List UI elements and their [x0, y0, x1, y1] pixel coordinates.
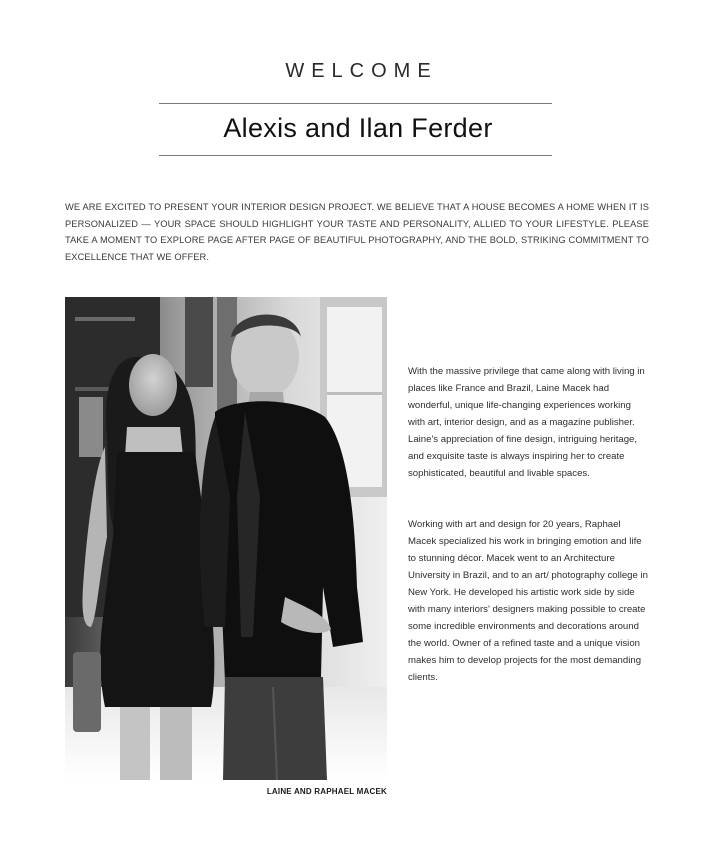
bio-paragraph-raphael: Working with art and design for 20 years, Raphael Macek specialized his work in bringing emotion and life to stunning décor. Macek went to an Architecture University in Brazil, and to an art/ photography college in New York. He developed his artistic work side by side with many interiors' designers making possible to create some incredible environments and decorations around the world. Owner of a refined taste and a unique vision makes him to develop projects for the most demanding clients. [408, 519, 648, 683]
bio-paragraph-laine: With the massive privilege that came along with living in places like France and Brazil, Laine Macek had wonderful, unique life-changing experiences working with art, interior design, and as a magazine publisher. Laine's appreciation of fine design, intriguing heritage, and exquisite taste is always inspiring her to create sophisticated, beautiful and livable spaces. [408, 366, 645, 479]
photo-caption: LAINE AND RAPHAEL MACEK [266, 787, 387, 796]
client-names-title: Alexis and Ilan Ferder [223, 113, 493, 143]
intro-paragraph: WE ARE EXCITED TO PRESENT YOUR INTERIOR DESIGN PROJECT. WE BELIEVE THAT A HOUSE BECOMES A HOME WHEN IT IS PERSONALIZED — YOUR SPACE SHOULD HIGHLIGHT YOUR TASTE AND PERSONALITY, ALLIED TO YOUR LIFESTYLE. PLEASE TAKE A MOMENT TO EXPLORE PAGE AFTER PAGE OF BEAUTIFUL PHOTOGRAPHY, AND THE BOLD, STRIKING COMMITMENT TO EXCELLENCE THAT WE OFFER. [65, 202, 649, 262]
bottom-divider [159, 155, 552, 156]
designers-photo [65, 297, 387, 780]
top-divider [159, 103, 552, 104]
welcome-heading: WELCOME [285, 60, 438, 82]
